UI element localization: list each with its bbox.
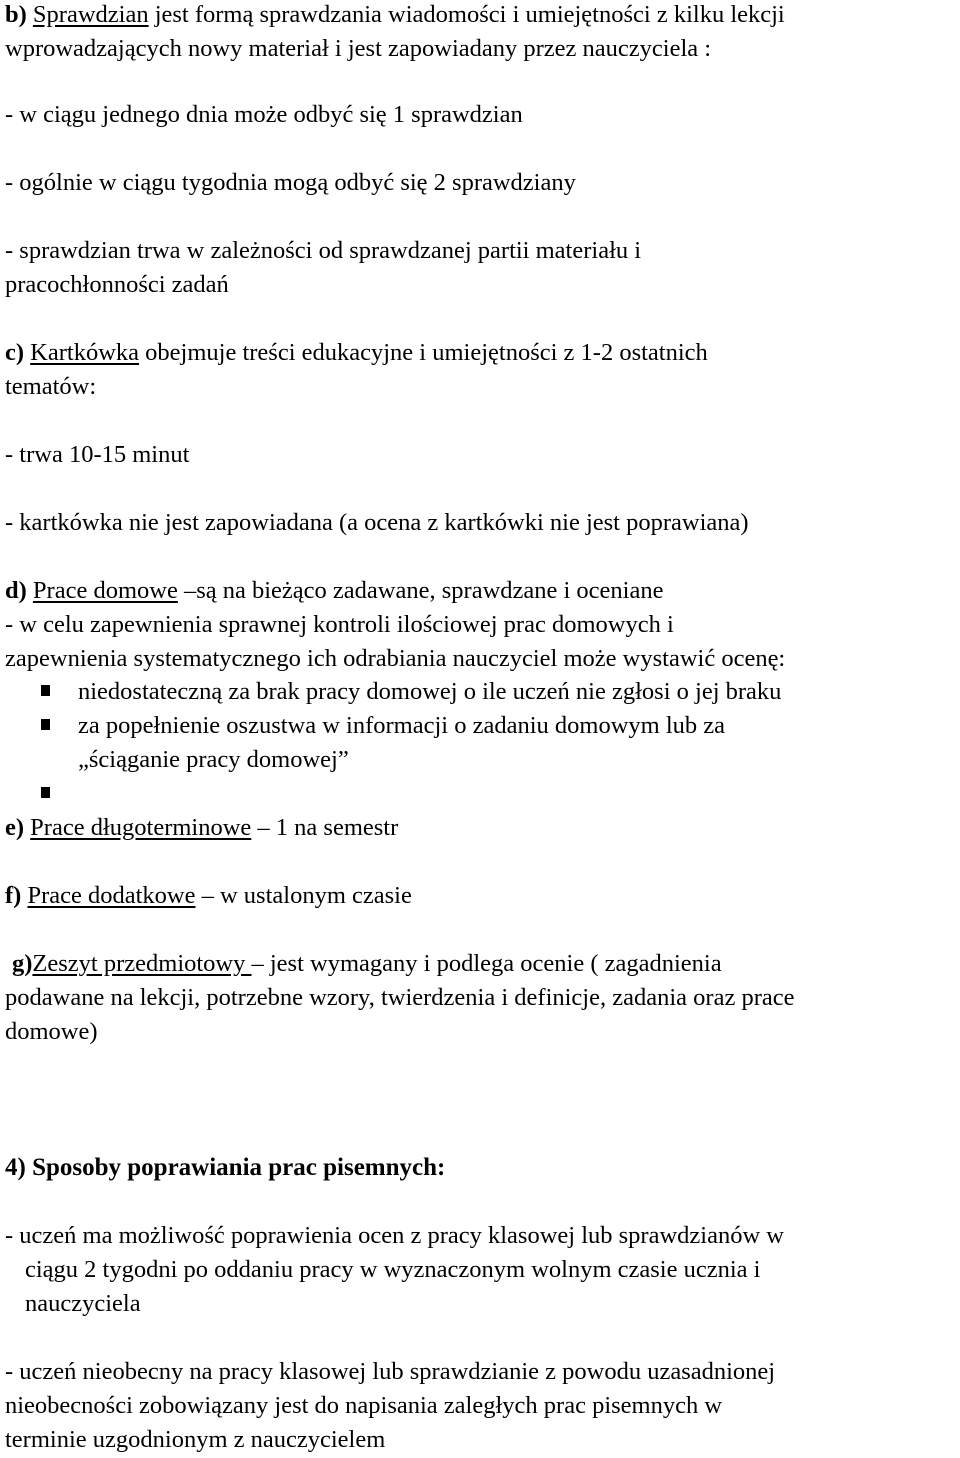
section-c-rule-1: - trwa 10-15 minut bbox=[5, 441, 190, 468]
section-4-heading: 4) Sposoby poprawiania prac pisemnych: bbox=[5, 1154, 446, 1181]
section-d-line-1 bbox=[5, 576, 664, 606]
section-g-line-2: podawane na lekcji, potrzebne wzory, twierdzenia i definicje, zadania oraz prace bbox=[5, 984, 795, 1011]
section-f-term: Prace dodatkowe bbox=[27, 882, 196, 909]
section-d-term: Prace domowe bbox=[32, 577, 178, 604]
section-b-rule-3: - sprawdzian trwa w zależności od sprawdzanej partii materiału i bbox=[5, 237, 642, 264]
section-c-line-2: tematów: bbox=[5, 373, 97, 400]
section-e-text: – 1 na semestr bbox=[251, 814, 399, 841]
section-b-line-2: wprowadzających nowy materiał i jest zapowiadany przez nauczyciela : bbox=[5, 35, 712, 62]
section-d-text: –są na bieżąco zadawane, sprawdzane i oceniane bbox=[177, 577, 664, 604]
section-d-bullet-2-cont: „ściąganie pracy domowej” bbox=[78, 746, 349, 773]
section-b-rule-3-cont: pracochłonności zadań bbox=[5, 271, 229, 298]
section-g-line-3: domowe) bbox=[5, 1018, 98, 1045]
section-g-marker: g) bbox=[12, 950, 33, 977]
section-4-para-2-line-3: terminie uzgodnionym z nauczycielem bbox=[5, 1426, 386, 1453]
section-c-text: obejmuje treści edukacyjne i umiejętności z 1-2 ostatnich bbox=[139, 339, 708, 366]
section-d-marker: d) bbox=[5, 577, 27, 604]
section-4-para-2-line-1: - uczeń nieobecny na pracy klasowej lub sprawdzianie z powodu uzasadnionej bbox=[5, 1358, 776, 1385]
section-b-marker: b) bbox=[5, 1, 27, 28]
section-b-rule-1: - w ciągu jednego dnia może odbyć się 1 sprawdzian bbox=[5, 101, 523, 128]
section-4-para-1-line-3: nauczyciela bbox=[25, 1290, 141, 1317]
section-c-term: Kartkówka bbox=[30, 339, 140, 366]
section-f-line bbox=[5, 881, 412, 911]
section-b-line-1 bbox=[5, 0, 785, 30]
section-d-bullet-2: za popełnienie oszustwa w informacji o zadaniu domowym lub za bbox=[78, 712, 726, 739]
section-d-bullet-1: niedostateczną za brak pracy domowej o ile uczeń nie zgłosi o jej braku bbox=[78, 678, 782, 705]
section-b-rule-2: - ogólnie w ciągu tygodnia mogą odbyć się 2 sprawdziany bbox=[5, 169, 576, 196]
bullet-square-icon bbox=[41, 719, 50, 730]
section-b-text: jest formą sprawdzania wiadomości i umiejętności z kilku lekcji bbox=[148, 1, 785, 28]
section-e-line bbox=[5, 813, 398, 843]
bullet-square-icon bbox=[41, 685, 50, 696]
section-d-line-3: zapewnienia systematycznego ich odrabiania nauczyciel może wystawić ocenę: bbox=[5, 645, 786, 672]
section-e-term: Prace długoterminowe bbox=[30, 814, 252, 841]
section-e-marker: e) bbox=[5, 814, 25, 841]
section-g-term: Zeszyt przedmiotowy bbox=[32, 950, 252, 977]
section-f-text: – w ustalonym czasie bbox=[195, 882, 412, 909]
section-c-marker: c) bbox=[5, 339, 25, 366]
section-c-line-1 bbox=[5, 338, 708, 368]
section-4-para-1-line-1: - uczeń ma możliwość poprawienia ocen z pracy klasowej lub sprawdzianów w bbox=[5, 1222, 784, 1249]
section-b-term: Sprawdzian bbox=[32, 1, 149, 28]
section-c-rule-2: - kartkówka nie jest zapowiadana (a ocena z kartkówki nie jest poprawiana) bbox=[5, 509, 749, 536]
section-f-marker: f) bbox=[5, 882, 22, 909]
section-d-line-2: - w celu zapewnienia sprawnej kontroli ilościowej prac domowych i bbox=[5, 611, 674, 638]
section-4-para-1-line-2: ciągu 2 tygodni po oddaniu pracy w wyznaczonym wolnym czasie ucznia i bbox=[25, 1256, 761, 1283]
section-4-para-2-line-2: nieobecności zobowiązany jest do napisania zaległych prac pisemnych w bbox=[5, 1392, 723, 1419]
section-g-line-1 bbox=[12, 949, 722, 979]
bullet-square-icon bbox=[41, 787, 50, 798]
section-g-text: – jest wymagany i podlega ocenie ( zagadnienia bbox=[251, 950, 722, 977]
